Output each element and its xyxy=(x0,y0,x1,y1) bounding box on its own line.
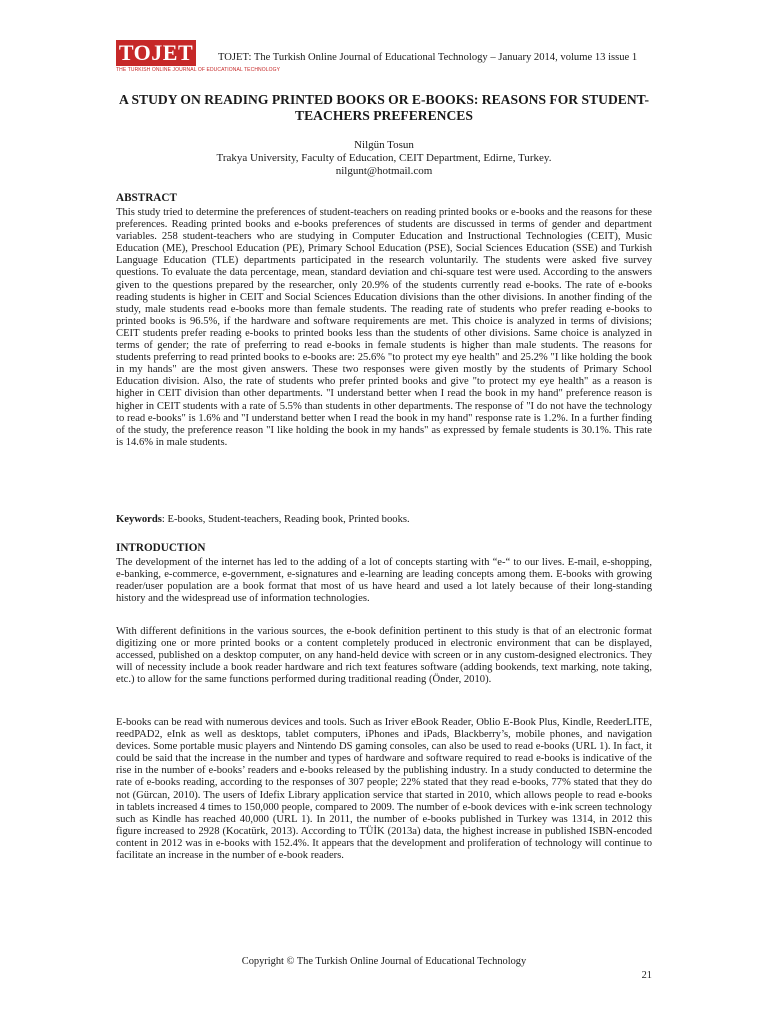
logo-subtitle: THE TURKISH ONLINE JOURNAL OF EDUCATIONAL TECHNOLOGY xyxy=(116,67,281,73)
logo-text: TOJET xyxy=(116,40,196,66)
keywords-line xyxy=(116,514,652,526)
journal-logo xyxy=(116,40,281,74)
intro-paragraph-3: E-books can be read with numerous devices and tools. Such as Iriver eBook Reader, Oblio E-Book Plus, Kindle, ReederLITE, reedPAD2, eInk as well as desktops, tablet computers, iPhones and iPads, Blackberry’s, mobile phones, and navigation devices. Some portable music players and Nintendo DS gaming consoles, can also be used to read e-books (URL 1). In fact, it could be said that the increase in the number and types of hardware and software required to read e-books is indicative of the rise in the number of e-books’ readers and e-books released by the publishing industry. In a study conducted to determine the rate of e-books reading, according to the responses of 307 people; 22% stated that they read e-books, 77% stated that they do not (Gürcan, 2010). The users of Idefix Library application service that started in 2010, which allows people to read e-books in tablets increased 4 times to 150,000 people, compared to 2009. The number of e-book devices with e-ink screen technology such as Kindle has reached 40,000 (URL 1). In 2011, the number of e-books published in Turkey was 1314, in 2012 this figure increased to 2928 (Kocatürk, 2013). According to TÜİK (2013a) data, the highest increase in published ISBN-encoded content in 2012 was in e-books with 152.4%. It appears that the development and proliferation of technology will continue to facilitate an increase in the number of e-book readers. xyxy=(116,717,652,862)
abstract-heading: ABSTRACT xyxy=(116,192,177,204)
author-affiliation: Trakya University, Faculty of Education, CEIT Department, Edirne, Turkey. xyxy=(216,152,552,164)
intro-paragraph-2: With different definitions in the various sources, the e-book definition pertinent to this study is that of an electronic format digitizing one or more printed books or a content completely produced in electronic environment that can be displayed, accessed, published on a desktop computer, on any hand-held device with screen or in any custom-designed electronics. They will of necessity include a book reader hardware and rich text features software (adding bookends, text marking, note taking, etc.) to allow for the same functions performed during traditional reading (Önder, 2010). xyxy=(116,626,652,686)
intro-paragraph-1: The development of the internet has led to the adding of a lot of concepts starting with “e-“ to our lives. E-mail, e-shopping, e-banking, e-commerce, e-government, e-signatures and e-learning are leading concepts among them. E-books with growing reader/user population are a book format that most of us have heard and used a lot lately because of their long-standing history and the widespread use of information technologies. xyxy=(116,557,652,605)
abstract-body: This study tried to determine the preferences of student-teachers on reading printed books or e-books and the reasons for these preferences. Reading printed books and e-books preferences of students are discussed in terms of gender and department variables. 258 student-teachers who are studying in Computer Education and Instructional Technologies (CEIT), Music Education (ME), Preschool Education (PE), Primary School Education (PSE), Social Sciences Education (SSE) and Turkish Language Education (TLE) departments participated in the research voluntarily. The students were asked five survey questions. To evaluate the data percentage, mean, standard deviation and chi-square test were used. According to the answers given to the questions prepared by the researcher, only 20.9% of the students currently read e-books. The rate of e-books reading students is higher in CEIT and Social Sciences Education divisions than the other divisions. In another finding of the study, male students read e-books more than female students. The reading rate of students who prefer reading e-books to printed books is 96.5%, if the hardware and software requirements are met. This choice is analyzed in terms of divisions; CEIT students prefer reading e-books to printed books less than the students of other divisions. Same choice is analyzed in terms of gender; the rate of preferring to read e-books in female students is higher than male students. The reasons for students preferring to read printed books to e-books are: 25.6% "to protect my eye health" and 25.2% "I like holding the book in my hands" are the most given answers. These two responses were given mostly by the students of Primary School Education division. Also, the rate of students who prefer printed books and give "to protect my eye health" as a reason is higher in CEIT division than other departments. "I understand better when I read the book in my hand" preference reason is higher in CEIT students with a rate of 5.5% than students in other departments. The response of "I do not have the technology to read e-books" is 1.6% and "I understand better when I read the book in my hand" response rate is 1.2%. In a further finding of the study, the preference reason "I like holding the book in my hands" as expressed by female students is 30.1%. This rate is 14.6% in male students. xyxy=(116,207,652,448)
author-email: nilgunt@hotmail.com xyxy=(335,165,433,177)
running-header: TOJET: The Turkish Online Journal of Educational Technology – January 2014, volume 13 issue 1 xyxy=(218,52,638,63)
copyright-footer: Copyright © The Turkish Online Journal of Educational Technology xyxy=(241,956,527,967)
keywords-text: : E-books, Student-teachers, Reading book, Printed books. xyxy=(161,514,410,525)
page-number: 21 xyxy=(641,970,652,981)
paper-title: A STUDY ON READING PRINTED BOOKS OR E-BOOKS: REASONS FOR STUDENT-TEACHERS PREFERENCES xyxy=(119,92,649,123)
author-name: Nilgün Tosun xyxy=(354,139,414,151)
introduction-heading: INTRODUCTION xyxy=(116,542,206,554)
keywords-label: Keywords xyxy=(116,514,162,525)
